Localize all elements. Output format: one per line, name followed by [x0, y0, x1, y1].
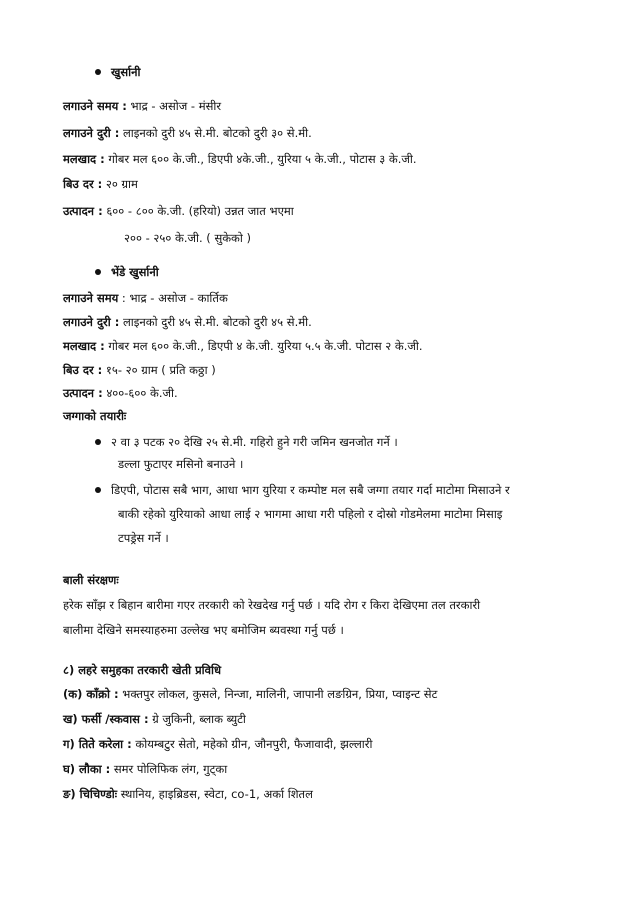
bell-pepper-planting-distance: लगाउने दुरी : लाइनको दुरी ४५ से.मी. बोटको दुरी ४५ से.मी. [63, 315, 312, 329]
bell-pepper-planting-time: लगाउने समय : भाद्र - असोज - कार्तिक [63, 291, 228, 305]
gourd-group-heading: ८) लहरे समुहका तरकारी खेती प्रविधि [63, 663, 222, 677]
bullet-icon [95, 439, 101, 445]
gourd-item-bottle-gourd: घ) लौका : समर पोलिफिक लंग, गुट्का [63, 762, 228, 776]
chilli-fertilizer: मलखाद : गोबर मल ६०० के.जी., डिएपी ४के.जी., युरिया ५ के.जी., पोटास ३ के.जी. [63, 152, 417, 166]
field-prep-item-2-line-2: बाकी रहेको युरियाको आधा लाई २ भागमा आधा गरी पहिलो र दोस्रो गोडमेलमा माटोमा मिसाइ [118, 507, 503, 521]
gourd-item-snake-gourd: ङ) चिचिण्डोः स्थानिय, हाइब्रिडस, स्वेटा, co-1, अर्का शितल [63, 787, 313, 801]
gourd-item-squash: ख) फर्सी /स्कवास : ग्रे जुकिनी, ब्लाक ब्युटी [63, 712, 246, 726]
bell-pepper-seed-rate: बिउ दर : १५- २० ग्राम ( प्रति कठ्ठा ) [63, 363, 216, 377]
chilli-production-dry: २०० - २५० के.जी. ( सुकेको ) [124, 231, 252, 245]
chilli-heading: खुर्सानी [95, 64, 141, 80]
field-prep-item-2-line-3: टपड्रेस गर्ने । [118, 531, 169, 545]
chilli-production: उत्पादन : ६०० - ८०० के.जी. (हरियो) उन्नत जात भएमा [63, 204, 294, 218]
bullet-icon [95, 487, 101, 493]
crop-protection-heading: बाली संरक्षणः [63, 573, 119, 587]
gourd-item-bitter-gourd: ग) तितेे करेला : कोयम्बटुर सेतो, महेको ग्रीन, जौनपुरी, फैजावादी, झल्लारी [63, 737, 373, 751]
chilli-planting-time: लगाउने समय : भाद्र - असोज - मंसीर [63, 99, 222, 113]
chilli-seed-rate: बिउ दर : २० ग्राम [63, 177, 138, 191]
bell-pepper-fertilizer: मलखाद : गोबर मल ६०० के.जी., डिएपी ४ के.जी. युरिया ५.५ के.जी. पोटास २ के.जी. [63, 339, 423, 353]
field-prep-label: जग्गाको तयारीः [63, 409, 127, 423]
bullet-icon [95, 69, 101, 75]
field-prep-item-1-line-2: डल्ला फुटाएर मसिनो बनाउने । [118, 457, 244, 471]
field-prep-item-2: डिएपी, पोटास सबै भाग, आधा भाग युरिया र कम्पोष्ट मल सबै जग्गा तयार गर्दा माटोमा मिसाउने र [95, 482, 510, 498]
chilli-planting-distance: लगाउने दुरी : लाइनको दुरी ४५ से.मी. बोटको दुरी ३० से.मी. [63, 126, 312, 140]
field-prep-item-1: २ वा ३ पटक २० देखि २५ से.मी. गहिरो हुने गरी जमिन खनजोत गर्ने । [95, 434, 398, 450]
bell-pepper-heading: भेंडे खुर्सानी [95, 264, 159, 280]
crop-protection-line-1: हरेक साँझ र बिहान बारीमा गएर तरकारी को रेखदेख गर्नु पर्छ । यदि रोग र किरा देखिएमा तल तरकारी [63, 598, 481, 612]
bell-pepper-production: उत्पादन : ४००-६०० के.जी. [63, 386, 178, 400]
crop-protection-line-2: बालीमा देखिने समस्याहरुमा उल्लेख भए बमोजिम ब्यवस्था गर्नु पर्छ । [63, 623, 344, 637]
gourd-item-cucumber: (क) काँक्रो : भक्तपुर लोकल, कुसले, निन्जा, मालिनी, जापानी लङग्रिन, प्रिया, प्वाइन्ट सेट [63, 687, 438, 701]
bullet-icon [95, 269, 101, 275]
